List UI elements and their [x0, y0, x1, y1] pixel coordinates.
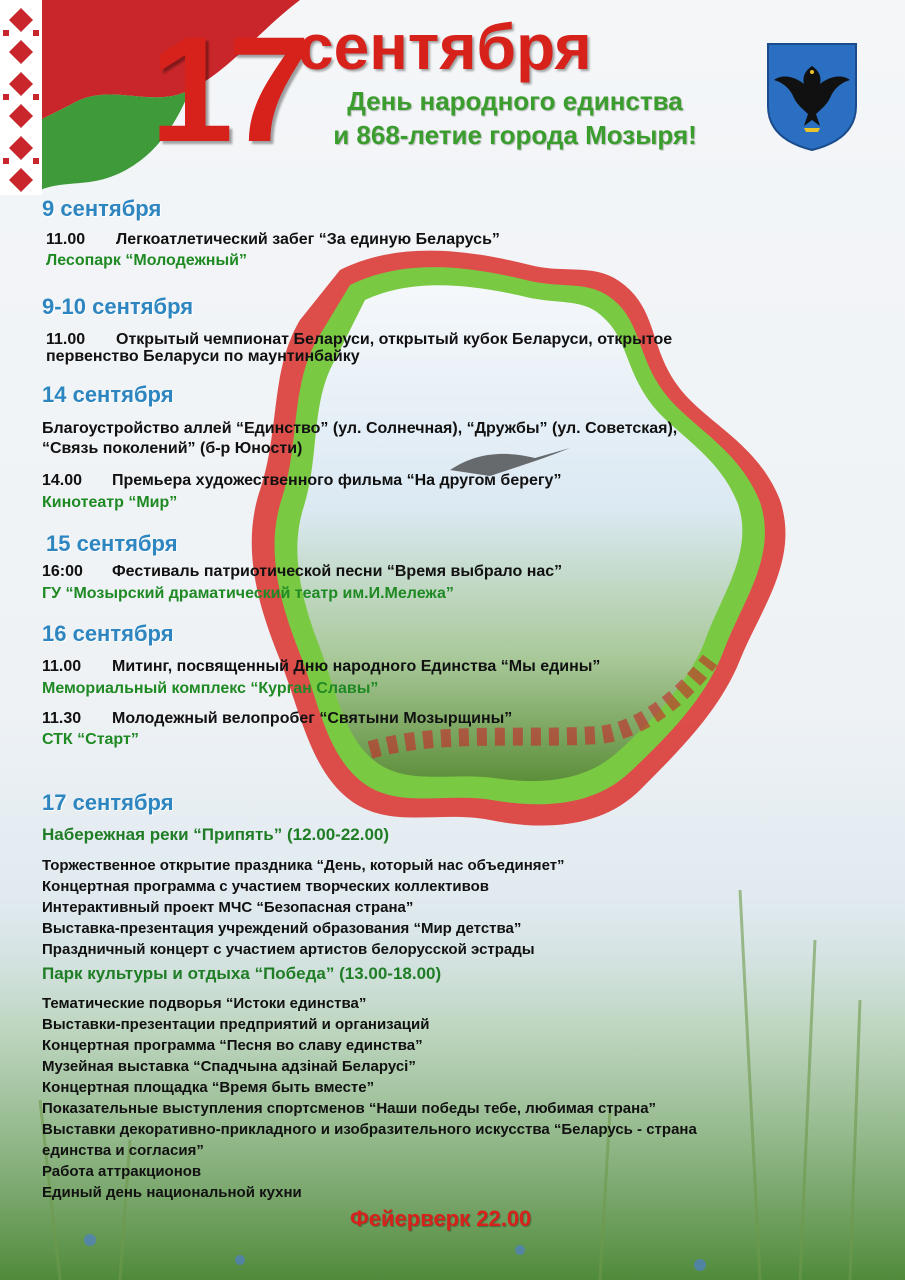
list-item: Музейная выставка “Спадчына адзінай Беларусі” — [42, 1058, 416, 1075]
event-title: Фестиваль патриотической песни “Время выбрало нас” — [112, 563, 563, 580]
event-title: Легкоатлетический забег “За единую Беларусь” — [116, 231, 500, 248]
list-item: Концертная программа с участием творческих коллективов — [42, 878, 489, 895]
event-title: Премьера художественного фильма “На другом берегу” — [112, 472, 562, 489]
event-title: Благоустройство аллей “Единство” (ул. Солнечная), “Дружбы” (ул. Советская), — [42, 420, 678, 437]
day-heading: 16 сентября — [42, 621, 174, 646]
list-item: Выставки-презентации предприятий и организаций — [42, 1016, 430, 1033]
header-date-number: 17 — [150, 5, 305, 173]
list-item: Концертная программа “Песня во славу единства” — [42, 1037, 423, 1054]
event-line — [42, 472, 561, 490]
event-line — [42, 563, 562, 581]
event-time: 11.00 — [46, 231, 86, 248]
event-location: ГУ “Мозырский драматический театр им.И.Мележа” — [42, 585, 454, 602]
subtitle-line-1: День народного единства — [347, 86, 683, 116]
event-location: Лесопарк “Молодежный” — [46, 252, 247, 269]
day-heading: 15 сентября — [46, 531, 178, 556]
list-item: Концертная площадка “Время быть вместе” — [42, 1079, 375, 1096]
event-title: Открытый чемпионат Беларуси, открытый кубок Беларуси, открытое — [116, 331, 673, 348]
list-item: единства и согласия” — [42, 1142, 204, 1159]
venue-heading: Набережная реки “Припять” (12.00-22.00) — [42, 825, 390, 844]
event-time: 16:00 — [42, 563, 83, 580]
event-line — [46, 231, 500, 249]
venue-heading: Парк культуры и отдыха “Победа” (13.00-18.00) — [42, 964, 442, 983]
list-item: Выставка-презентация учреждений образования “Мир детства” — [42, 920, 522, 937]
event-time: 11.30 — [42, 710, 82, 727]
list-item: Торжественное открытие праздника “День, который нас объединяет” — [42, 857, 565, 874]
list-item: Праздничный концерт с участием артистов белорусской эстрады — [42, 941, 535, 958]
event-line — [46, 331, 672, 349]
fireworks-notice: Фейерверк 22.00 — [350, 1206, 532, 1231]
list-item: Работа аттракционов — [42, 1163, 202, 1180]
header-date-month: сентября — [298, 11, 592, 83]
day-heading: 14 сентября — [42, 382, 174, 407]
list-item: Тематические подворья “Истоки единства” — [42, 995, 367, 1012]
event-time: 11.00 — [46, 331, 86, 348]
event-location: Мемориальный комплекс “Курган Славы” — [42, 680, 379, 697]
event-time: 14.00 — [42, 472, 83, 489]
event-time: 11.00 — [42, 658, 82, 675]
event-line — [42, 658, 600, 676]
list-item: Выставки декоративно-прикладного и изобразительного искусства “Беларусь - страна — [42, 1121, 697, 1138]
venue-items-list — [42, 993, 697, 1203]
event-title: Молодежный велопробег “Святыни Мозырщины” — [112, 710, 513, 727]
day-heading: 9-10 сентября — [42, 294, 194, 319]
event-location: СТК “Старт” — [42, 731, 139, 748]
day-heading: 9 сентября — [42, 196, 162, 221]
event-title: Митинг, посвященный Дню народного Единства “Мы едины” — [112, 658, 601, 675]
list-item: Показательные выступления спортсменов “Наши победы тебе, любимая страна” — [42, 1100, 657, 1117]
day-heading: 17 сентября — [42, 790, 174, 815]
event-title-cont: “Связь поколений” (б-р Юности) — [42, 440, 303, 457]
list-item: Интерактивный проект МЧС “Безопасная страна” — [42, 899, 414, 916]
subtitle-line-2: и 868-летие города Мозыря! — [333, 120, 697, 150]
event-title-cont: первенство Беларуси по маунтинбайку — [46, 348, 360, 365]
venue-items-list — [42, 855, 565, 960]
list-item: Единый день национальной кухни — [42, 1184, 302, 1201]
event-location: Кинотеатр “Мир” — [42, 494, 178, 511]
event-line — [42, 710, 512, 728]
